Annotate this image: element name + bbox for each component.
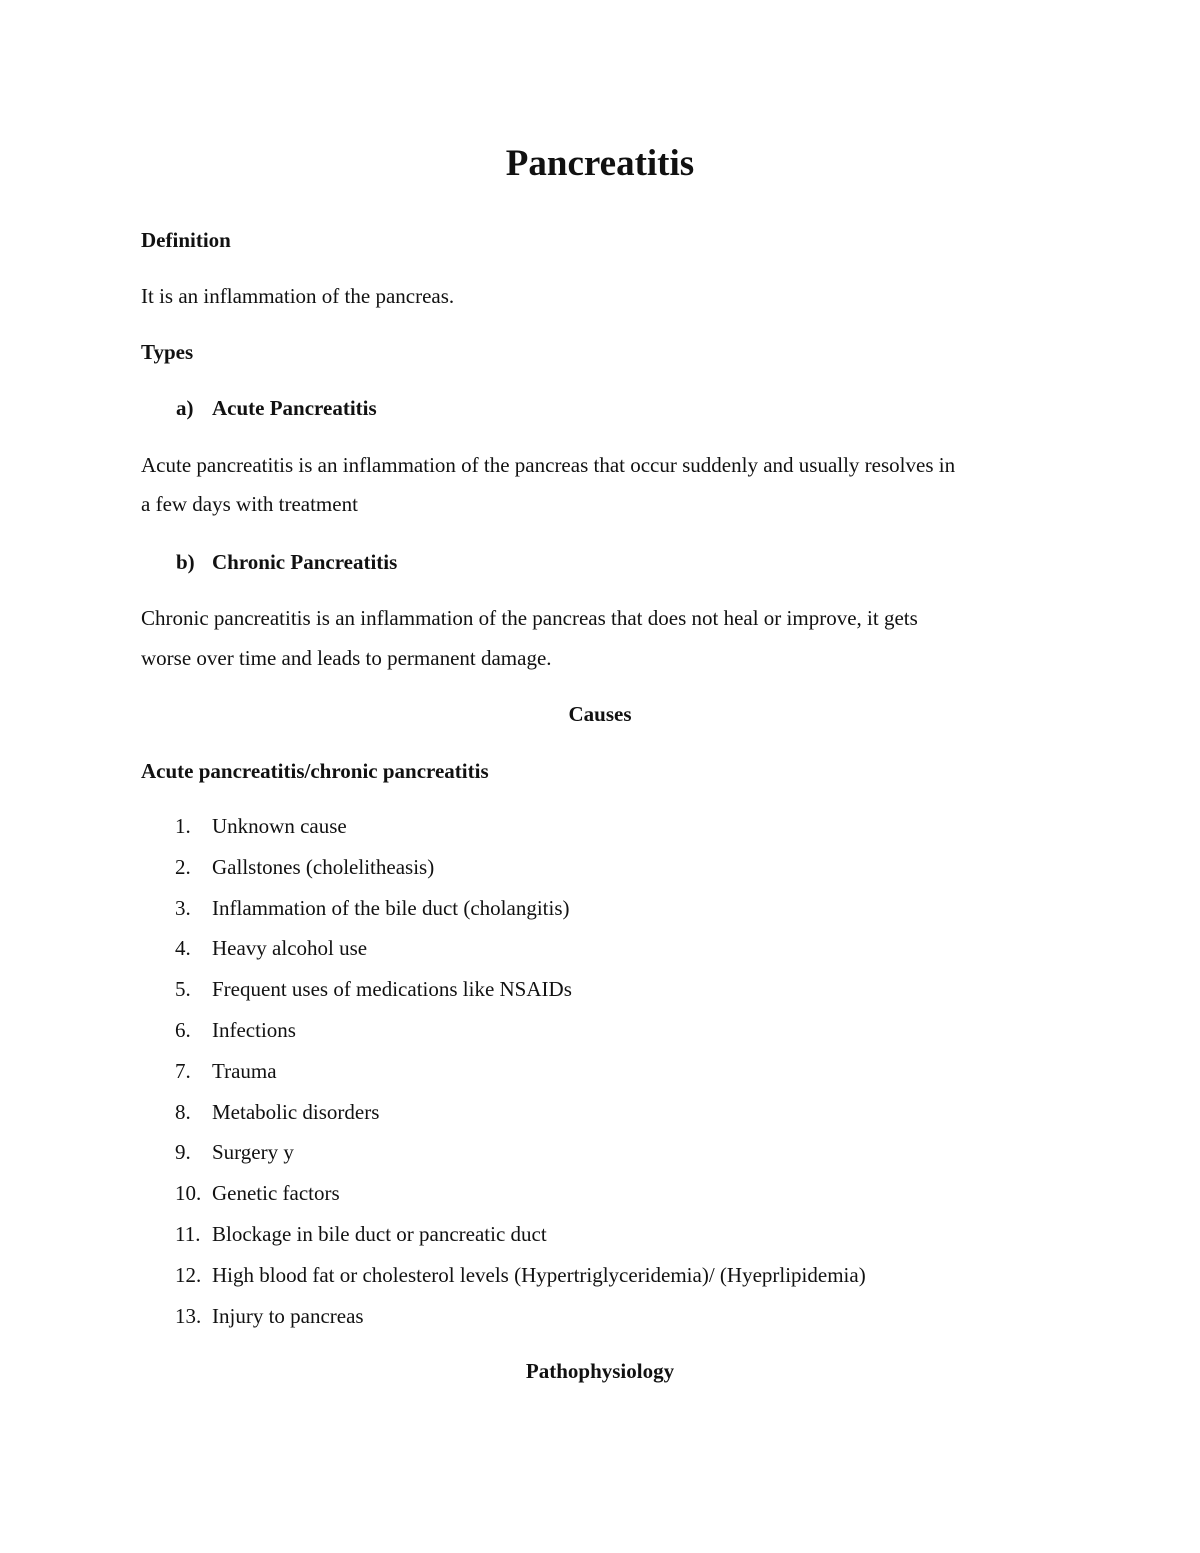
type-chronic-marker: b) (176, 550, 195, 574)
list-item-text: Gallstones (cholelitheasis) (212, 854, 435, 879)
type-chronic-text-line-1: Chronic pancreatitis is an inflammation of the pancreas that does not heal or improve, it gets (141, 606, 918, 630)
list-item-number: 2. (175, 854, 191, 879)
definition-heading: Definition (141, 228, 231, 252)
list-item-text: Metabolic disorders (212, 1099, 380, 1124)
type-chronic-text-line-2: worse over time and leads to permanent damage. (141, 646, 552, 670)
list-item-number: 10. (175, 1181, 202, 1206)
list-item-number: 9. (175, 1140, 191, 1165)
list-item-text: Injury to pancreas (212, 1303, 364, 1328)
list-item-number: 8. (175, 1099, 191, 1124)
list-item-number: 1. (175, 814, 191, 838)
causes-heading: Causes (568, 702, 632, 726)
types-heading: Types (141, 340, 194, 364)
list-item-number: 7. (175, 1058, 191, 1083)
document-title: Pancreatitis (505, 143, 695, 184)
list-item-text: Genetic factors (212, 1181, 340, 1206)
list-item-text: Trauma (212, 1058, 277, 1083)
type-acute-marker: a) (176, 396, 194, 420)
list-item-text: Inflammation of the bile duct (cholangitis) (212, 895, 570, 920)
list-item-number: 3. (175, 895, 191, 920)
type-chronic-heading (176, 548, 397, 576)
list-item-text: High blood fat or cholesterol levels (Hypertriglyceridemia)/ (Hyeprlipidemia) (212, 1262, 866, 1287)
list-item-number: 6. (175, 1017, 191, 1042)
list-item-text: Frequent uses of medications like NSAIDs (212, 977, 572, 1002)
list-item-text: Infections (212, 1017, 296, 1042)
type-acute-heading (176, 394, 377, 422)
list-item-text: Blockage in bile duct or pancreatic duct (212, 1221, 547, 1246)
causes-subheading: Acute pancreatitis/chronic pancreatitis (141, 759, 489, 783)
list-item-number: 11. (175, 1221, 201, 1246)
type-chronic-title: Chronic Pancreatitis (212, 550, 398, 574)
definition-text: It is an inflammation of the pancreas. (141, 284, 455, 308)
list-item-number: 4. (175, 936, 191, 961)
list-item-number: 5. (175, 977, 191, 1002)
list-item-text: Surgery y (212, 1140, 294, 1165)
type-acute-text-line-1: Acute pancreatitis is an inflammation of the pancreas that occur suddenly and usually resolves in (141, 453, 956, 477)
type-acute-title: Acute Pancreatitis (212, 396, 377, 420)
list-item-text: Unknown cause (212, 814, 347, 838)
list-item-text: Heavy alcohol use (212, 936, 368, 961)
type-acute-text-line-2: a few days with treatment (141, 492, 358, 516)
list-item-number: 12. (175, 1262, 202, 1287)
pathophysiology-heading: Pathophysiology (525, 1359, 675, 1383)
list-item-number: 13. (175, 1303, 202, 1328)
